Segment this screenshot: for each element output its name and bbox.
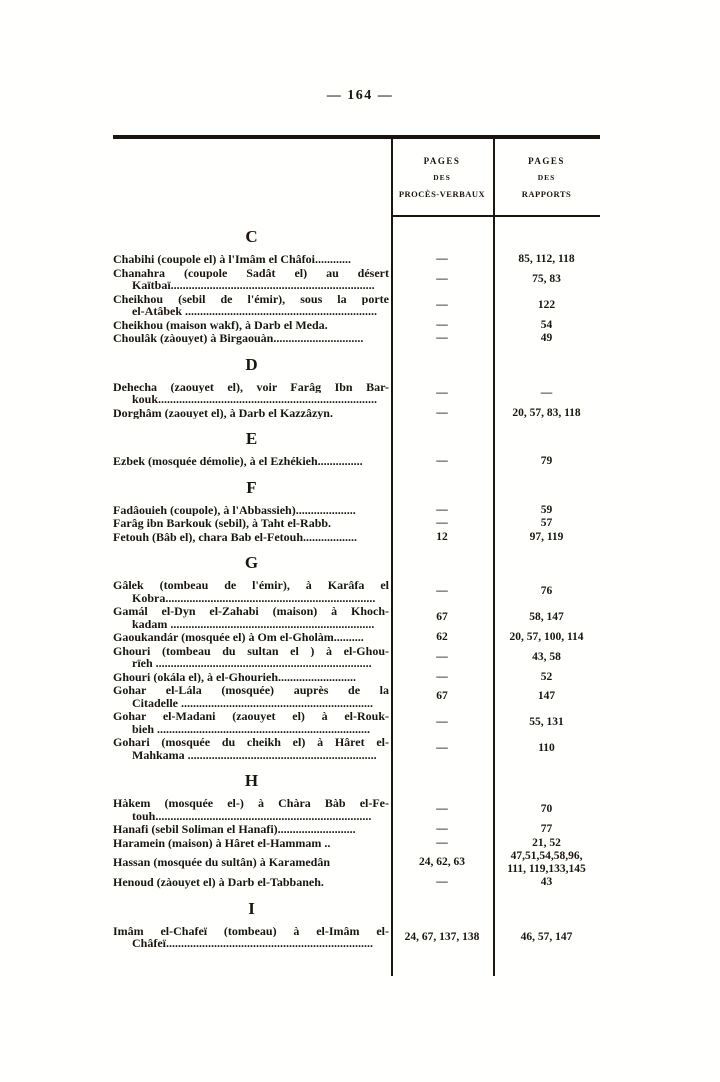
rapports-page-line: 59 — [540, 503, 553, 516]
rapports-page-line: 97, 119 — [529, 530, 564, 543]
index-entry-row — [113, 736, 600, 761]
entry-line: rïeh ........................................................................ — [132, 657, 372, 670]
proces-verbaux-pages: — — [436, 517, 448, 529]
entry-line: Fetouh (Bâb el), chara Bab el-Fetouh.................. — [113, 530, 357, 543]
entry-line: Haramein (maison) à Hâret el-Hammam .. — [113, 836, 331, 849]
proces-verbaux-pages: — — [436, 823, 448, 835]
index-entry-row — [113, 797, 600, 822]
column-divider-2 — [493, 139, 495, 976]
rapports-page-line: 122 — [537, 298, 556, 311]
rapports-page-line: 79 — [540, 455, 553, 467]
index-entry-row — [113, 837, 600, 850]
index-entry-row — [113, 850, 600, 875]
index-entry-row — [113, 407, 600, 420]
index-entry-row — [113, 517, 600, 530]
proces-verbaux-pages: — — [436, 716, 448, 729]
rapports-page-line: 43 — [540, 876, 553, 888]
rapports-page-line: 43, 58 — [532, 650, 561, 663]
entry-line: Fadâouieh (coupole), à l'Abbassieh).................... — [113, 503, 356, 516]
rapports-page-line: 46, 57, 147 — [520, 930, 573, 943]
rapports-page-line: 55, 131 — [529, 716, 564, 729]
index-entry-row — [113, 531, 600, 544]
rapports-pages — [493, 273, 600, 286]
index-entry-row — [113, 925, 600, 950]
entry-line: Gâlek (tombeau de l'émir), à Karâfa el — [113, 579, 389, 592]
index-entry-row — [113, 671, 600, 684]
entry-line: Dehecha (zaouyet el), voir Farâg Ibn Bar- — [113, 380, 389, 393]
entry-line: Gamál el-Dyn el-Zahabi (maison) à Khoch- — [113, 605, 389, 618]
section-letter: D — [245, 354, 259, 374]
rapports-page-line: 110 — [538, 742, 555, 755]
index-entry-row — [113, 823, 600, 836]
rapports-pages — [493, 803, 600, 816]
rapports-page-line: 75, 83 — [532, 272, 561, 285]
proces-verbaux-pages: — — [436, 298, 448, 311]
entry-line: Ghouri (tombeau du sultan el ) à el-Ghou- — [113, 644, 389, 657]
proces-verbaux-pages: — — [436, 876, 448, 888]
rapports-pages — [493, 651, 600, 664]
rapports-pages — [493, 387, 600, 400]
rapports-page-line: — — [540, 386, 553, 399]
column-header-proces-verbaux — [391, 139, 493, 217]
rapports-pages — [493, 585, 600, 598]
proces-verbaux-pages: — — [436, 318, 448, 331]
entry-line: Cheikhou (maison wakf), à Darb el Meda. — [113, 318, 328, 331]
index-entry-row — [113, 605, 600, 630]
rapports-pages — [493, 253, 600, 266]
rapports-page-line: 77 — [540, 823, 553, 835]
entry-text — [113, 579, 391, 604]
header-line: DES — [537, 172, 556, 182]
entry-text — [113, 319, 391, 332]
entry-line: Gohar el-Lála (mosquée) auprès de la — [113, 684, 389, 697]
entry-text — [113, 823, 391, 836]
rapports-pages — [493, 631, 600, 644]
index-section-c — [113, 227, 600, 345]
entry-line: Hanafi (sebil Soliman el Hanafi).......................... — [113, 823, 356, 836]
rapports-pages — [493, 319, 600, 332]
proces-verbaux-pages: 24, 67, 137, 138 — [404, 930, 480, 943]
entry-line: kouk......................................................................... — [132, 393, 378, 406]
index-entry-row — [113, 455, 600, 468]
index-entry-row — [113, 631, 600, 644]
section-letter: H — [244, 771, 260, 790]
rapports-page-line: 147 — [537, 690, 556, 703]
entry-text — [113, 876, 391, 889]
index-table-body — [113, 227, 600, 950]
index-entry-row — [113, 267, 600, 292]
entry-line: Citadelle ................................................................ — [132, 696, 373, 709]
rapports-page-line: 111, 119,133,145 — [507, 862, 586, 875]
index-entry-row — [113, 319, 600, 332]
entry-text — [113, 736, 391, 761]
rapports-page-line: 47,51,54,58,96, — [510, 850, 583, 862]
proces-verbaux-pages: — — [436, 272, 448, 285]
page-number: — 164 — — [326, 88, 394, 103]
table-grid — [113, 139, 600, 976]
rapports-pages — [493, 332, 600, 345]
proces-verbaux-pages: — — [436, 670, 448, 683]
proces-verbaux-pages: — — [436, 503, 448, 516]
rapports-pages — [493, 837, 600, 850]
rapports-page-line: 58, 147 — [529, 611, 564, 624]
column-header-rapports — [493, 139, 600, 217]
rapports-page-line: 85, 112, 118 — [518, 253, 575, 265]
section-letter: I — [248, 898, 256, 918]
section-letter: E — [245, 429, 259, 448]
index-entry-row — [113, 253, 600, 266]
header-line: DES — [433, 172, 451, 182]
index-entry-row — [113, 504, 600, 517]
entry-text — [113, 504, 391, 517]
index-table — [113, 135, 600, 976]
proces-verbaux-pages: 62 — [436, 631, 448, 643]
entry-text — [113, 531, 391, 544]
rapports-pages — [493, 517, 600, 530]
rapports-page-line: 52 — [540, 670, 553, 683]
index-entry-row — [113, 684, 600, 709]
proces-verbaux-pages: — — [436, 332, 448, 344]
entry-text — [113, 293, 391, 318]
index-entry-row — [113, 381, 600, 406]
table-header-row — [113, 139, 600, 217]
entry-line: kadam .................................................................... — [132, 617, 375, 630]
entry-line: Chanahra (coupole Sadât el) au désert — [113, 266, 389, 279]
rapports-pages — [493, 876, 600, 889]
rapports-page-line: 70 — [540, 803, 553, 816]
rapports-pages — [493, 611, 600, 624]
index-entry-row — [113, 876, 600, 889]
rapports-pages — [493, 850, 600, 875]
entry-line: Kaïtbaï.................................................................... — [132, 279, 375, 292]
column-divider-1 — [391, 139, 393, 976]
index-entry-row — [113, 293, 600, 318]
entry-line: Dorghâm (zaouyet el), à Darb el Kazzâzyn. — [113, 406, 333, 419]
header-line: PAGES — [528, 155, 565, 166]
entry-text — [113, 332, 391, 345]
entry-line: Gaoukandár (mosquée el) à Om el-Gholàm.......... — [113, 631, 364, 644]
rapports-pages — [493, 504, 600, 517]
proces-verbaux-pages: — — [436, 803, 448, 816]
rapports-pages — [493, 690, 600, 703]
index-section-d — [113, 355, 600, 420]
proces-verbaux-pages: — — [436, 742, 448, 755]
entry-text — [113, 267, 391, 292]
entry-line: Mahkama ............................................................... — [132, 748, 377, 761]
rapports-page-line: 57 — [540, 517, 553, 529]
rapports-pages — [493, 299, 600, 312]
header-line: PROCÈS-VERBAUX — [398, 188, 486, 199]
rapports-pages — [493, 716, 600, 729]
entry-text — [113, 837, 391, 850]
entry-line: Kobra...................................................................... — [132, 591, 376, 604]
entry-line: Cheikhou (sebil de l'émir), sous la porte — [113, 292, 389, 305]
proces-verbaux-pages: — — [436, 650, 448, 663]
index-entry-row — [113, 710, 600, 735]
section-letter: F — [246, 477, 258, 497]
rapports-pages — [493, 531, 600, 544]
header-line: PAGES — [423, 155, 461, 166]
proces-verbaux-pages: — — [436, 406, 448, 419]
index-section-e — [113, 429, 600, 468]
entry-text — [113, 517, 391, 530]
entry-text — [113, 684, 391, 709]
proces-verbaux-pages: — — [436, 253, 448, 265]
proces-verbaux-pages: — — [436, 386, 448, 399]
section-letter: G — [244, 553, 260, 572]
entry-text — [113, 631, 391, 644]
proces-verbaux-pages: — — [436, 455, 448, 467]
rapports-page-line: 54 — [540, 318, 553, 331]
index-entry-row — [113, 332, 600, 345]
entry-line: Chabihi (coupole el) à l'Imâm el Châfoi............ — [113, 253, 352, 266]
section-letter: C — [245, 227, 259, 246]
entry-text — [113, 605, 391, 630]
index-section-f — [113, 478, 600, 544]
rapports-pages — [493, 455, 600, 468]
entry-text — [113, 645, 391, 670]
proces-verbaux-pages: — — [436, 836, 448, 849]
rapports-pages — [493, 823, 600, 836]
rapports-page-line: 20, 57, 100, 114 — [509, 631, 584, 643]
entry-line: Gohari (mosquée du cheikh el) à Hâret el- — [113, 736, 389, 749]
entry-text — [113, 925, 391, 950]
rapports-pages — [493, 407, 600, 420]
entry-text — [113, 710, 391, 735]
entry-line: bieh ....................................................................... — [132, 722, 371, 735]
index-entry-row — [113, 579, 600, 604]
entry-text — [113, 407, 391, 420]
index-section-h — [113, 771, 600, 889]
entry-text — [113, 671, 391, 684]
entry-text — [113, 381, 391, 406]
proces-verbaux-pages: 12 — [436, 530, 448, 543]
index-section-i — [113, 899, 600, 950]
header-line: RAPPORTS — [521, 188, 572, 199]
rapports-page-line: 21, 52 — [532, 836, 561, 849]
entry-line: Ezbek (mosquée démolie), à el Ezhékieh............... — [113, 455, 363, 468]
entry-text — [113, 455, 391, 468]
entry-line: touh........................................................................ — [132, 809, 372, 822]
entry-line: Imâm el-Chafeï (tombeau) à el-Imâm el- — [113, 924, 389, 937]
rapports-pages — [493, 742, 600, 755]
entry-line: Ghouri (okála el), à el-Ghourieh.......................... — [113, 670, 356, 683]
entry-text — [113, 253, 391, 266]
entry-line: Henoud (zàouyet el) à Darb el-Tabbaneh. — [113, 876, 324, 889]
entry-line: Hassan (mosquée du sultân) à Karamedân — [113, 856, 331, 869]
proces-verbaux-pages: 67 — [436, 690, 448, 703]
rapports-page-line: 49 — [540, 332, 553, 344]
proces-verbaux-pages: 67 — [436, 611, 448, 624]
entry-line: Châfeï..................................................................... — [132, 937, 373, 950]
rapports-pages — [493, 671, 600, 684]
entry-column-header — [113, 139, 391, 217]
proces-verbaux-pages: 24, 62, 63 — [419, 856, 465, 869]
entry-line: Choulâk (zàouyet) à Birgaouàn.............................. — [113, 332, 364, 345]
rapports-pages — [493, 931, 600, 944]
entry-line: Hàkem (mosquée el-) à Chàra Bàb el-Fe- — [113, 797, 389, 810]
index-entry-row — [113, 645, 600, 670]
proces-verbaux-pages: — — [436, 585, 448, 598]
entry-text — [113, 856, 391, 869]
entry-text — [113, 797, 391, 822]
entry-line: Farâg ibn Barkouk (sebil), à Taht el-Rabb. — [113, 517, 332, 530]
rapports-page-line: 20, 57, 83, 118 — [512, 406, 581, 419]
rapports-page-line: 76 — [540, 585, 553, 598]
entry-line: Gohar el-Madani (zaouyet el) à el-Rouk- — [113, 710, 389, 723]
entry-line: el-Atâbek ................................................................ — [132, 305, 377, 318]
index-section-g — [113, 553, 600, 761]
